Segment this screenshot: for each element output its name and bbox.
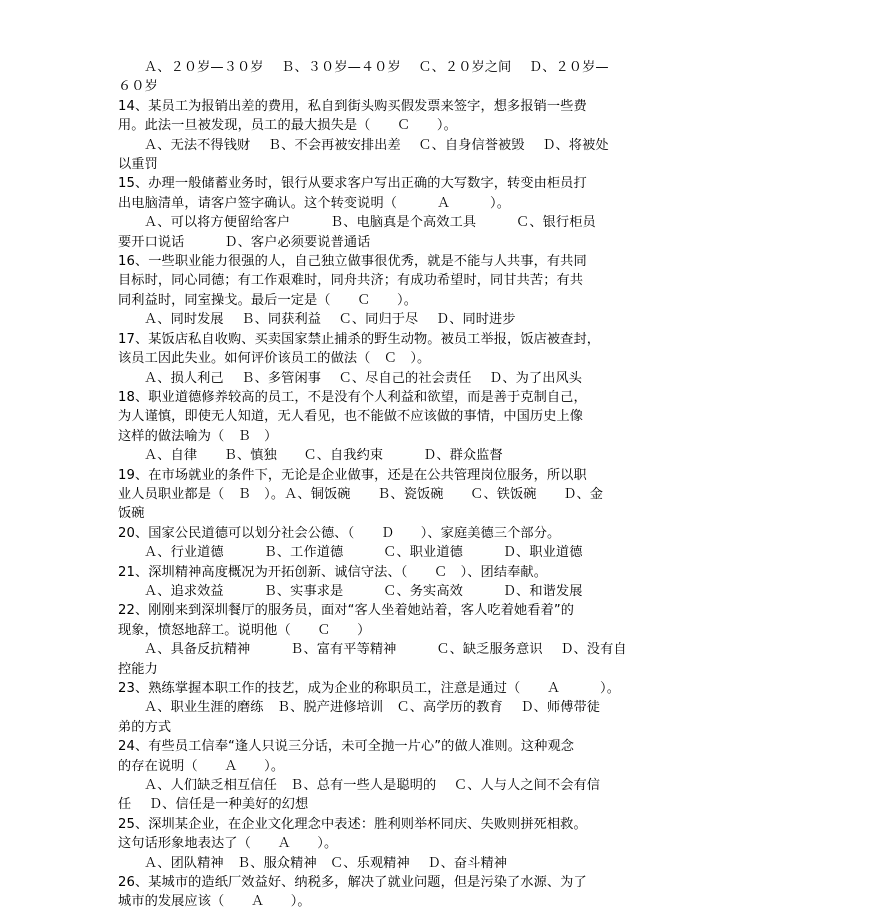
question-item: [118, 330, 774, 388]
question-stem: 22、刚刚来到深圳餐厅的服务员，面对“客人坐着她站着，客人吃着她看着”的: [118, 603, 575, 619]
question-options: Ａ、２０岁—３０岁 Ｂ、３０岁—４０岁 Ｃ、２０岁之间 Ｄ、２０岁—: [144, 60, 609, 75]
question-stem-continuation: 现象，愤怒地辞工。说明他（ Ｃ ）: [118, 622, 371, 638]
question-stem: 21、深圳精神高度概况为开拓创新、诚信守法、（ Ｃ ）、团结奉献。: [118, 564, 547, 580]
question-stem: 14、某员工为报销出差的费用，私自到街头购买假发票来签字，想多报销一些费: [118, 98, 587, 114]
question-stem: 26、某城市的造纸厂效益好、纳税多，解决了就业问题，但是污染了水源、为了: [118, 875, 587, 891]
question-stem-continuation: 用。此法一旦被发现，员工的最大损失是（ Ｃ ）。: [118, 118, 457, 134]
question-item: [118, 388, 774, 466]
question-options: Ａ、行业道德 Ｂ、工作道德 Ｃ、职业道德 Ｄ、职业道德: [144, 545, 583, 561]
question-item: [118, 174, 774, 252]
question-list: [118, 58, 774, 912]
question-stem-continuation: 业人员职业都是（ Ｂ ）。Ａ、铜饭碗 Ｂ、瓷饭碗 Ｃ、铁饭碗 Ｄ、金: [118, 486, 604, 502]
question-item: [118, 563, 774, 602]
question-options: Ａ、自律 Ｂ、慎独 Ｃ、自我约束 Ｄ、群众监督: [144, 448, 503, 464]
question-options: Ａ、人们缺乏相互信任 Ｂ、总有一些人是聪明的 Ｃ、人与人之间不会有信: [144, 778, 601, 794]
question-options-continuation: 任 Ｄ、信任是一种美好的幻想: [118, 797, 309, 813]
question-stem: 17、某饭店私自收购、买卖国家禁止捕杀的野生动物。被员工举报，饭店被查封，: [118, 331, 601, 347]
question-options: Ａ、职业生涯的磨练 Ｂ、脱产进修培训 Ｃ、高学历的教育 Ｄ、师傅带徒: [144, 700, 601, 716]
question-item: [118, 679, 774, 737]
question-item: [118, 737, 774, 815]
question-options: Ａ、同时发展 Ｂ、同获利益 Ｃ、同归于尽 Ｄ、同时进步: [144, 312, 516, 328]
question-options-continuation: 以重罚: [118, 157, 158, 173]
question-item: [118, 524, 774, 563]
question-stem-continuation: 为人谨慎，即使无人知道，无人看见，也不能做不应该做的事情，中国历史上像: [118, 409, 584, 425]
question-options: Ａ、追求效益 Ｂ、实事求是 Ｃ、务实高效 Ｄ、和谐发展: [144, 583, 583, 599]
question-stem-continuation: 的存在说明（ Ａ ）。: [118, 758, 285, 774]
question-options: Ａ、可以将方便留给客户 Ｂ、电脑真是个高效工具 Ｃ、银行柜员: [144, 215, 596, 231]
question-stem-continuation: 目标时，同心同德；有工作艰难时，同舟共济；有成功希望时，同甘共苦；有共: [118, 273, 584, 289]
question-options-continuation: 要开口说话 Ｄ、客户必须要说普通话: [118, 234, 371, 250]
question-options-continuation: 弟的方式: [118, 719, 172, 735]
question-item: [118, 252, 774, 330]
question-stem-continuation: 出电脑清单，请客户签字确认。这个转变说明（ Ａ ）。: [118, 195, 511, 211]
question-stem: 15、办理一般储蓄业务时，银行从要求客户写出正确的大写数字，转变由柜员打: [118, 176, 587, 192]
question-options: Ａ、具备反抗精神 Ｂ、富有平等精神 Ｃ、缺乏服务意识 Ｄ、没有自: [144, 642, 627, 658]
question-stem: 16、一些职业能力很强的人，自己独立做事很优秀，就是不能与人共事，有共同: [118, 254, 587, 270]
question-stem-continuation: 饭碗: [118, 506, 145, 522]
question-stem: 23、熟练掌握本职工作的技艺，成为企业的称职员工，注意是通过（ Ａ ）。: [118, 681, 621, 696]
question-stem: 20、国家公民道德可以划分社会公德、（ Ｄ ）、家庭美德三个部分。: [118, 525, 561, 541]
question-options: Ａ、无法不得钱财 Ｂ、不会再被安排出差 Ｃ、自身信誉被毁 Ｄ、将被处: [144, 137, 609, 153]
question-item: [118, 873, 774, 912]
question-stem-continuation: 该员工因此失业。如何评价该员工的做法（ Ｃ ）。: [118, 351, 431, 367]
question-item: [118, 815, 774, 873]
question-item: [118, 601, 774, 679]
question-item: [118, 97, 774, 175]
question-stem: 19、在市场就业的条件下，无论是企业做事，还是在公共管理岗位服务，所以职: [118, 467, 587, 483]
question-stem: 18、职业道德修养较高的员工，不是没有个人利益和欲望，而是善于克制自己，: [118, 389, 587, 405]
question-options-continuation: ６０岁: [118, 79, 158, 95]
question-stem-continuation: 这句话形象地表达了（ Ａ ）。: [118, 836, 338, 852]
question-stem-continuation: 城市的发展应该（ Ａ ）。: [118, 894, 311, 910]
question-stem: 25、深圳某企业，在企业文化理念中表述：胜利则举杯同庆、失败则拼死相救。: [118, 816, 587, 832]
question-item: [118, 58, 774, 97]
question-options-continuation: 控能力: [118, 661, 158, 677]
question-item: [118, 466, 774, 524]
question-stem-continuation: 同利益时，同室操戈。最后一定是（ Ｃ ）。: [118, 292, 418, 308]
question-stem-continuation: 这样的做法喻为（ Ｂ ）: [118, 428, 278, 444]
question-stem: 24、有些员工信奉“逢人只说三分话，未可全抛一片心”的做人准则。这种观念: [118, 739, 575, 755]
question-options: Ａ、团队精神 Ｂ、服众精神 Ｃ、乐观精神 Ｄ、奋斗精神: [144, 855, 508, 871]
question-options: Ａ、损人利己 Ｂ、多管闲事 Ｃ、尽自己的社会责任 Ｄ、为了出风头: [144, 370, 583, 386]
